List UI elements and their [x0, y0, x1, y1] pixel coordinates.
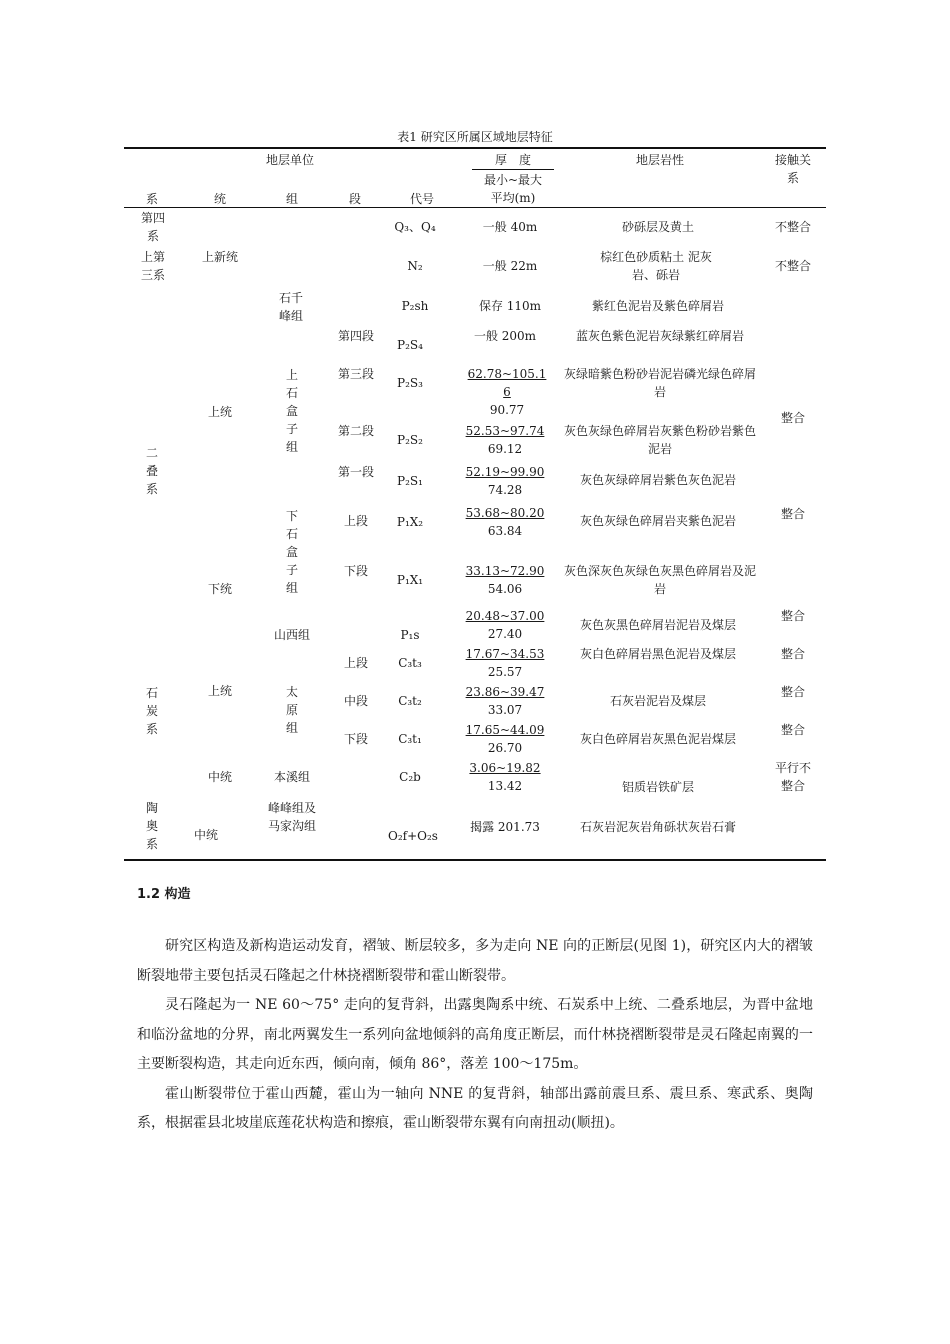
- row-duan: 第一段: [338, 465, 375, 479]
- row-thickness: [450, 607, 560, 643]
- header-thickness-avg: 平均(m): [490, 191, 536, 205]
- group-tong-ordovician: 中统: [193, 828, 218, 842]
- header-lithology: 地层岩性: [635, 153, 684, 167]
- row-lithology: 灰色灰绿色碎屑岩灰紫色粉砂岩紫色泥岩: [564, 424, 757, 456]
- row-thickness: [450, 721, 560, 757]
- group-tong-lower-permian: 下统: [207, 582, 232, 596]
- row-contact: 整合: [780, 609, 805, 623]
- row-duan: 上段: [343, 656, 368, 670]
- header-duan: 段: [348, 192, 361, 206]
- row-code: C₂b: [399, 770, 421, 784]
- row-thickness: [450, 562, 560, 598]
- row-lithology: 铝质岩铁矿层: [621, 780, 694, 794]
- row-duan: 下段: [343, 732, 368, 746]
- header-unit: 地层单位: [265, 153, 314, 167]
- header-thickness: 厚 度: [494, 153, 531, 167]
- group-tong-middle-carboniferous: 中统: [207, 770, 232, 784]
- row-contact: 整合: [780, 507, 805, 521]
- row-thickness: [450, 463, 560, 499]
- row-code: P₁s: [400, 628, 420, 642]
- row-thickness-avg: 63.84: [487, 524, 523, 538]
- row-thickness-avg: 33.07: [487, 703, 523, 717]
- row-code: P₁X₂: [396, 515, 424, 529]
- row-lithology: 灰色灰绿碎屑岩紫色灰色泥岩: [579, 473, 736, 487]
- row-code: N₂: [407, 259, 423, 273]
- row-lithology: 石灰岩泥灰岩角砾状灰岩石膏: [579, 820, 736, 834]
- group-xi-quaternary: 第四系: [140, 211, 165, 243]
- row-zu: 峰峰组及马家沟组: [268, 801, 317, 833]
- row-code: C₃t₃: [398, 656, 422, 670]
- group-zu-taiyuan: 太原组: [285, 685, 298, 735]
- row-lithology: 紫红色泥岩及紫色碎屑岩: [591, 299, 724, 313]
- row-thickness: 一般 40m: [482, 220, 538, 234]
- row-lithology: 灰绿暗紫色粉砂岩泥岩磷光绿色碎屑岩: [564, 367, 757, 399]
- table-caption: 表1 研究区所属区域地层特征: [397, 130, 553, 144]
- row-code: O₂f+O₂s: [388, 829, 438, 843]
- group-xi-permian: 二叠系: [145, 446, 158, 496]
- group-xi-tertiary: 上第三系: [140, 250, 165, 282]
- row-duan: 中段: [343, 694, 368, 708]
- row-thickness-range: 52.19~99.90: [465, 465, 545, 479]
- row-duan: 第四段: [338, 329, 375, 343]
- table-top-rule: [124, 147, 826, 149]
- row-thickness-range: 33.13~72.90: [465, 564, 545, 578]
- group-tong-pliocene: 上新统: [201, 250, 238, 264]
- row-thickness-avg: 69.12: [487, 442, 523, 456]
- row-code: P₂S₃: [397, 376, 423, 390]
- row-thickness: 揭露 201.73: [470, 820, 540, 834]
- row-thickness-avg: 27.40: [487, 627, 523, 641]
- row-duan: 第三段: [338, 367, 375, 381]
- row-thickness: [450, 504, 560, 540]
- row-thickness: 一般 200m: [473, 329, 537, 343]
- row-lithology: 灰色深灰色灰绿色灰黑色碎屑岩及泥岩: [564, 564, 757, 596]
- header-tong: 统: [213, 192, 226, 206]
- row-contact: 整合: [780, 647, 805, 661]
- row-thickness-avg: 26.70: [487, 741, 523, 755]
- row-contact: 不整合: [774, 259, 811, 273]
- group-tong-upper-permian: 上统: [207, 405, 232, 419]
- row-thickness-avg: 74.28: [487, 483, 523, 497]
- row-lithology: 灰白色碎屑岩灰黑色泥岩煤层: [579, 732, 736, 746]
- row-thickness: [452, 365, 562, 419]
- paragraph: 灵石隆起为一 NE 60～75° 走向的复背斜，出露奥陶系中统、石炭系中上统、二叠系地层，为晋中盆地和临汾盆地的分界，南北两翼发生一系列向盆地倾斜的高角度正断层，而什林挠褶断裂带是灵石隆起南翼的一主要断裂构造，其走向近东西，倾向南，倾角 86°，落差 100～175m。: [137, 997, 813, 1072]
- row-thickness-range: 62.78~105.16: [467, 367, 547, 399]
- row-contact: 不整合: [774, 220, 811, 234]
- row-duan: 下段: [343, 564, 368, 578]
- row-thickness-avg: 54.06: [487, 582, 523, 596]
- row-lithology: 灰色灰绿色碎屑岩夹紫色泥岩: [579, 514, 736, 528]
- group-zu-shangshihezi: 上石盒子组: [285, 368, 298, 454]
- row-duan: 上段: [343, 514, 368, 528]
- row-thickness: [450, 645, 560, 681]
- group-zu-shiqianfeng: 石千峰组: [278, 291, 303, 323]
- row-thickness: [450, 759, 560, 795]
- row-thickness-range: 52.53~97.74: [465, 424, 545, 438]
- header-zu: 组: [285, 192, 298, 206]
- group-tong-upper-carboniferous: 上统: [207, 684, 232, 698]
- row-lithology: 砂砾层及黄土: [621, 220, 694, 234]
- paragraph: 霍山断裂带位于霍山西麓，霍山为一轴向 NNE 的复背斜，轴部出露前震旦系、震旦系、寒武系、奥陶系，根据霍县北坡崖底莲花状构造和擦痕，霍山断裂带东翼有向南扭动(顺扭)。: [137, 1085, 813, 1131]
- row-thickness-range: 20.48~37.00: [465, 609, 545, 623]
- section-heading: 1.2 构造: [137, 887, 191, 902]
- header-xi: 系: [145, 192, 158, 206]
- row-code: P₂S₄: [397, 338, 423, 352]
- row-thickness-avg: 13.42: [487, 779, 523, 793]
- group-zu-xiashihezi: 下石盒子组: [285, 509, 298, 595]
- table-bottom-rule: [124, 859, 826, 861]
- row-zu: 山西组: [273, 628, 310, 642]
- row-contact: 平行不整合: [774, 761, 811, 793]
- header-contact: 接触关系: [775, 153, 812, 185]
- row-code: Q₃、Q₄: [394, 220, 436, 234]
- row-lithology: 灰白色碎屑岩黑色泥岩及煤层: [579, 647, 736, 661]
- row-code: P₂sh: [401, 299, 429, 313]
- row-thickness-range: 23.86~39.47: [465, 685, 545, 699]
- row-thickness: 一般 22m: [482, 259, 538, 273]
- row-lithology: 棕红色砂质粘土 泥灰岩、砾岩: [600, 250, 712, 282]
- header-thickness-range: 最小~最大: [483, 173, 543, 187]
- thickness-header-underline: [472, 169, 554, 170]
- row-thickness-range: 3.06~19.82: [469, 761, 541, 775]
- group-contact-permian: 整合: [780, 411, 805, 425]
- row-code: P₁X₁: [396, 573, 424, 587]
- row-code: C₃t₂: [398, 694, 422, 708]
- row-thickness: [450, 422, 560, 458]
- row-lithology: 灰色灰黑色碎屑岩泥岩及煤层: [579, 618, 736, 632]
- row-lithology: 石灰岩泥岩及煤层: [609, 694, 706, 708]
- row-thickness-avg: 25.57: [487, 665, 523, 679]
- row-duan: 第二段: [338, 424, 375, 438]
- row-lithology: 蓝灰色紫色泥岩灰绿紫红碎屑岩: [575, 329, 744, 343]
- row-contact: 整合: [780, 685, 805, 699]
- row-code: C₃t₁: [398, 732, 422, 746]
- header-code: 代号: [409, 192, 434, 206]
- paragraph: 研究区构造及新构造运动发育，褶皱、断层较多，多为走向 NE 向的正断层(见图 1)，研究区内大的褶皱断裂地带主要包括灵石隆起之什林挠褶断裂带和霍山断裂带。: [137, 938, 813, 984]
- row-thickness-range: 53.68~80.20: [465, 506, 545, 520]
- group-xi-carboniferous: 石炭系: [145, 686, 158, 736]
- row-thickness: [450, 683, 560, 719]
- row-zu: 本溪组: [273, 770, 310, 784]
- row-contact: 整合: [780, 723, 805, 737]
- row-thickness: 保存 110m: [478, 299, 542, 313]
- row-code: P₂S₂: [397, 433, 423, 447]
- row-thickness-avg: 90.77: [489, 403, 525, 417]
- row-thickness-range: 17.65~44.09: [465, 723, 545, 737]
- paragraph-block: [137, 932, 813, 1139]
- row-code: P₂S₁: [397, 474, 423, 488]
- row-thickness-range: 17.67~34.53: [465, 647, 545, 661]
- group-xi-ordovician: 陶奥系: [145, 801, 158, 851]
